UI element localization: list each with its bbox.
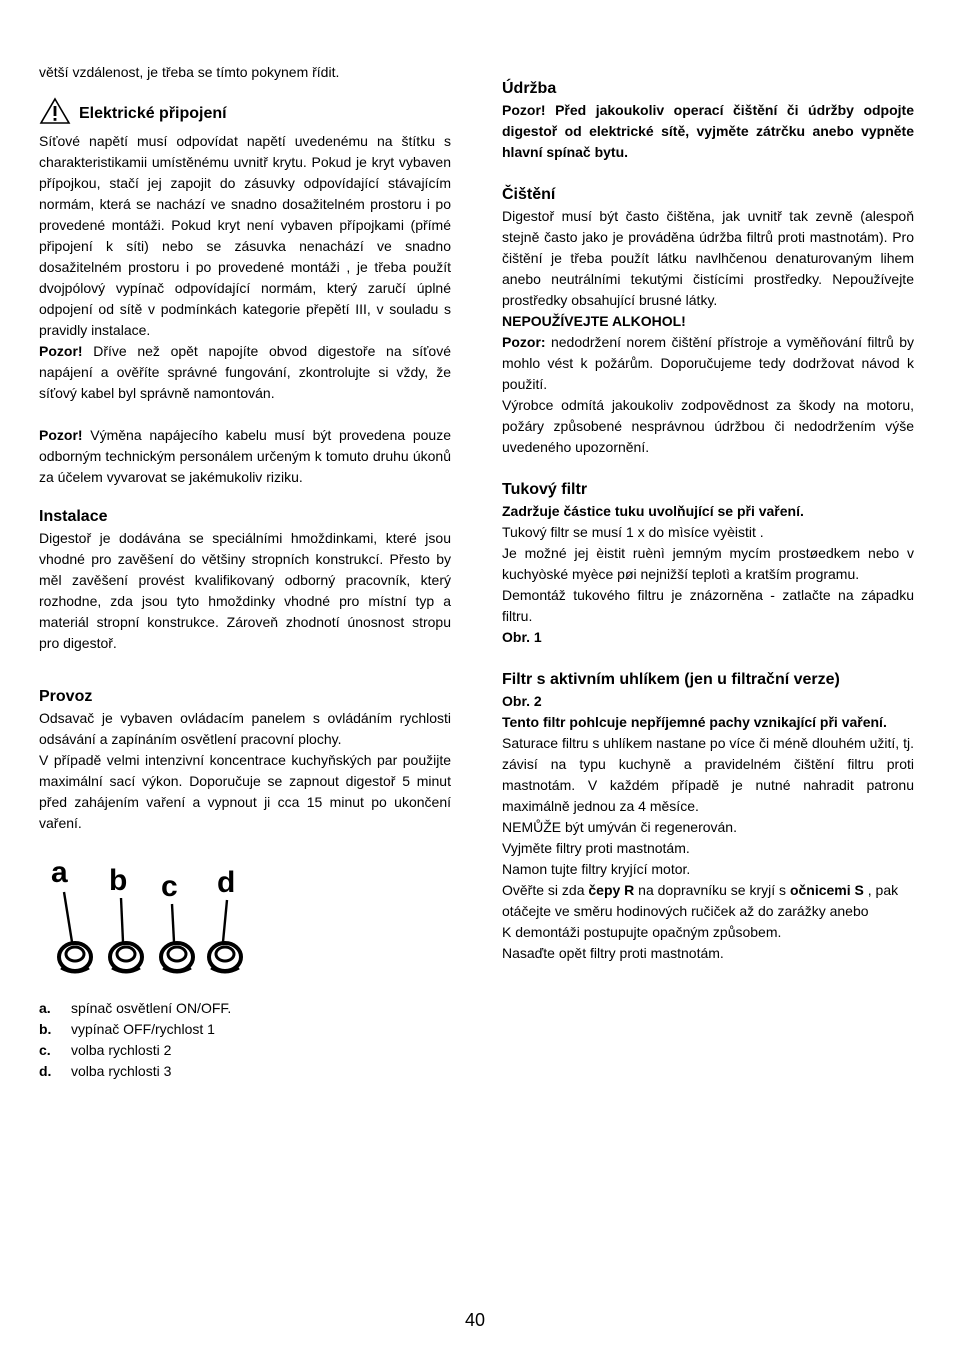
text-run: , pak otáčejte ve směru hodinových ručiček až do zarážky anebo — [502, 882, 899, 919]
knob-label-c: c — [161, 870, 178, 903]
figure-1-ref: Obr. 1 — [502, 629, 542, 645]
knob-label-a: a — [51, 856, 68, 889]
text-run-bold: čepy R — [588, 882, 635, 898]
legend-item — [39, 1040, 451, 1061]
grease-filter-title: Tukový filtr — [502, 481, 588, 498]
operation-paragraph-2: V případě velmi intenzivní koncentrace kuchyňských par použijte maximální sací výkon. Doporučuje se zapnout digestoř 5 minut před zahájením vaření a vypnout ji cca 15 minut po ukončení vaření. — [39, 752, 451, 831]
warning-label: Pozor! — [39, 343, 83, 359]
legend-value: volba rychlosti 3 — [71, 1063, 172, 1079]
carbon-filter-title: Filtr s aktivním uhlíkem (jen u filtrační verze) — [502, 671, 840, 688]
right-column — [502, 78, 914, 964]
grease-filter-intro: Zadržuje částice tuku uvolňující se při vaření. — [502, 503, 804, 519]
warning-label: Pozor: — [502, 334, 546, 350]
warning-label: Pozor! — [39, 427, 83, 443]
carbon-filter-p2: Saturace filtru s uhlíkem nastane po více či méně dlouhém užití, tj. závisí na typu kuchyně a pravidelném čištění filtru proti mastnotám. V každém případě je nutné nahradit patronu maximálně jednou za 4 měsíce. — [502, 735, 914, 814]
manufacturer-disclaimer: Výrobce odmítá jakoukoliv zodpovědnost za škody na motoru, požáry způsobené nesprávnou údržbou či nedodržením výše uvedeného upozornění. — [502, 397, 914, 455]
cleaning-title: Čištění — [502, 186, 556, 203]
legend-value: spínač osvětlení ON/OFF. — [71, 1000, 232, 1016]
grease-filter-p4: Demontáž tukového filtru je znázorněna - zatlačte na západku filtru. — [502, 587, 914, 624]
carbon-filter-p3: NEMŮŽE být umýván či regenerován. — [502, 819, 737, 835]
warning-text: Dříve než opět napojíte obvod digestoře na síťové napájení a ověříte správné fungování, zkontrolujte si vždy, že síťový kabel byl správně namontován. — [39, 343, 451, 401]
carbon-filter-p7: K demontáži postupujte opačným způsobem. — [502, 924, 782, 940]
knob-legend — [39, 998, 451, 1082]
no-alcohol-warning: NEPOUŽÍVEJTE ALKOHOL! — [502, 313, 686, 329]
carbon-filter-p4: Vyjměte filtry proti mastnotám. — [502, 840, 690, 856]
carbon-filter-p5: Namon tujte filtry kryjící motor. — [502, 861, 691, 877]
legend-key: b. — [39, 1021, 52, 1037]
knob-label-b: b — [109, 864, 128, 897]
page-number: 40 — [465, 1310, 486, 1330]
carbon-filter-p6 — [502, 880, 914, 922]
legend-value: vypínač OFF/rychlost 1 — [71, 1021, 215, 1037]
electrical-warning-2 — [39, 425, 451, 488]
legend-item — [39, 998, 451, 1019]
knob-d — [209, 943, 241, 972]
left-column — [39, 62, 451, 1082]
knob-c — [161, 943, 193, 972]
knob-a — [59, 943, 91, 972]
maintenance-warning: Pozor! Před jakoukoliv operací čištění či údržby odpojte digestoř od elektrické sítě, vyjměte zátrčku anebo vypněte hlavní spínač bytu. — [502, 102, 914, 160]
legend-item — [39, 1019, 451, 1040]
warning-text: Výměna napájecího kabelu musí být provedena pouze odborným technickým personálem určeným k tomuto druhu úkonů za účelem vyvarovat se jakémukoliv riziku. — [39, 427, 451, 485]
installation-title: Instalace — [39, 508, 108, 525]
knobs-figure — [39, 856, 259, 984]
electrical-heading — [39, 97, 451, 131]
operation-title: Provoz — [39, 688, 93, 705]
figure-2-ref: Obr. 2 — [502, 693, 542, 709]
text-run: na dopravníku se kryjí s — [634, 882, 790, 898]
cleaning-paragraph: Digestoř musí být často čištěna, jak uvnitř tak zevně (alespoň stejně často jako je prováděna údržba filtrů proti mastnotám). Pro čištění je třeba použít látku navlhčenou denaturovaným lihem anebo neutrálními tekutými čistícími prostředky. Nepoužívejte prostředky obsahující brusné látky. — [502, 208, 914, 308]
text-run-bold: očnicemi S — [789, 882, 864, 898]
maintenance-title: Údržba — [502, 80, 557, 97]
knob-label-d: d — [217, 866, 236, 899]
cleaning-warning — [502, 332, 914, 395]
grease-filter-p2: Tukový filtr se musí 1 x do mìsíce vyèistit . — [502, 524, 764, 540]
grease-filter-p3: Je možné jej èistit ruènì jemným mycím prostøedkem nebo v kuchyòské myèce pøi nejnižší teplotì a kratším programu. — [502, 545, 914, 582]
legend-key: d. — [39, 1063, 52, 1079]
electrical-warning-1 — [39, 341, 451, 404]
legend-key: a. — [39, 1000, 51, 1016]
carbon-filter-p8: Nasaďte opět filtry proti mastnotám. — [502, 945, 724, 961]
warning-triangle-icon — [39, 97, 71, 131]
knob-b — [110, 943, 142, 972]
text-run: Ověřte si zda — [502, 882, 589, 898]
legend-item — [39, 1061, 451, 1082]
operation-paragraph-1: Odsavač je vybaven ovládacím panelem s ovládáním rychlosti odsávání a zapínáním osvětlení pracovní plochy. — [39, 710, 451, 747]
electrical-paragraph: Síťové napětí musí odpovídat napětí uvedenému na štítku s charakteristikamii umístěnému uvnitř krytu. Pokud je kryt vybaven přípojkou, stačí jej zapojit do zásuvky odpovídající stávajícím normám, která se nachází ve snadno dosažitelném prostoru i po provedené montáži. Pokud kryt není vybaven přípojkami (přímé připojení k síti) nebo se zásuvka nenachází ve snadno dosažitelném prostoru i po provedené montáži , je třeba použít dvojpólový vypínač odpovídající normám, který zaručí úplné odpojení od sítě v podmínkách kategorie přepětí III, v souladu s pravidly instalace. — [39, 133, 451, 338]
legend-value: volba rychlosti 2 — [71, 1042, 172, 1058]
installation-paragraph: Digestoř je dodávána se speciálními hmoždinkami, které jsou vhodné pro zavěšení do většiny stropních konstrukcí. Přesto by měl zavěšení provést kvalifikovaný odborný pracovník, který rozhodne, zda jsou tyto hmoždinky vhodné pro místní typ a materiál stropní konstrukce. Zároveň zhodnotí únosnost stropu pro digestoř. — [39, 530, 451, 651]
electrical-title: Elektrické připojení — [79, 105, 227, 122]
carbon-filter-intro: Tento filtr pohlcuje nepříjemné pachy vznikající při vaření. — [502, 714, 887, 730]
legend-key: c. — [39, 1042, 51, 1058]
warning-text: nedodržení norem čištění přístroje a vyměňování filtrů by mohlo vést k požárům. Doporučujeme tedy dodržovat návod k použití. — [502, 334, 914, 392]
intro-text: větší vzdálenost, je třeba se tímto pokynem řídit. — [39, 64, 340, 80]
control-panel-illustration — [39, 856, 259, 984]
